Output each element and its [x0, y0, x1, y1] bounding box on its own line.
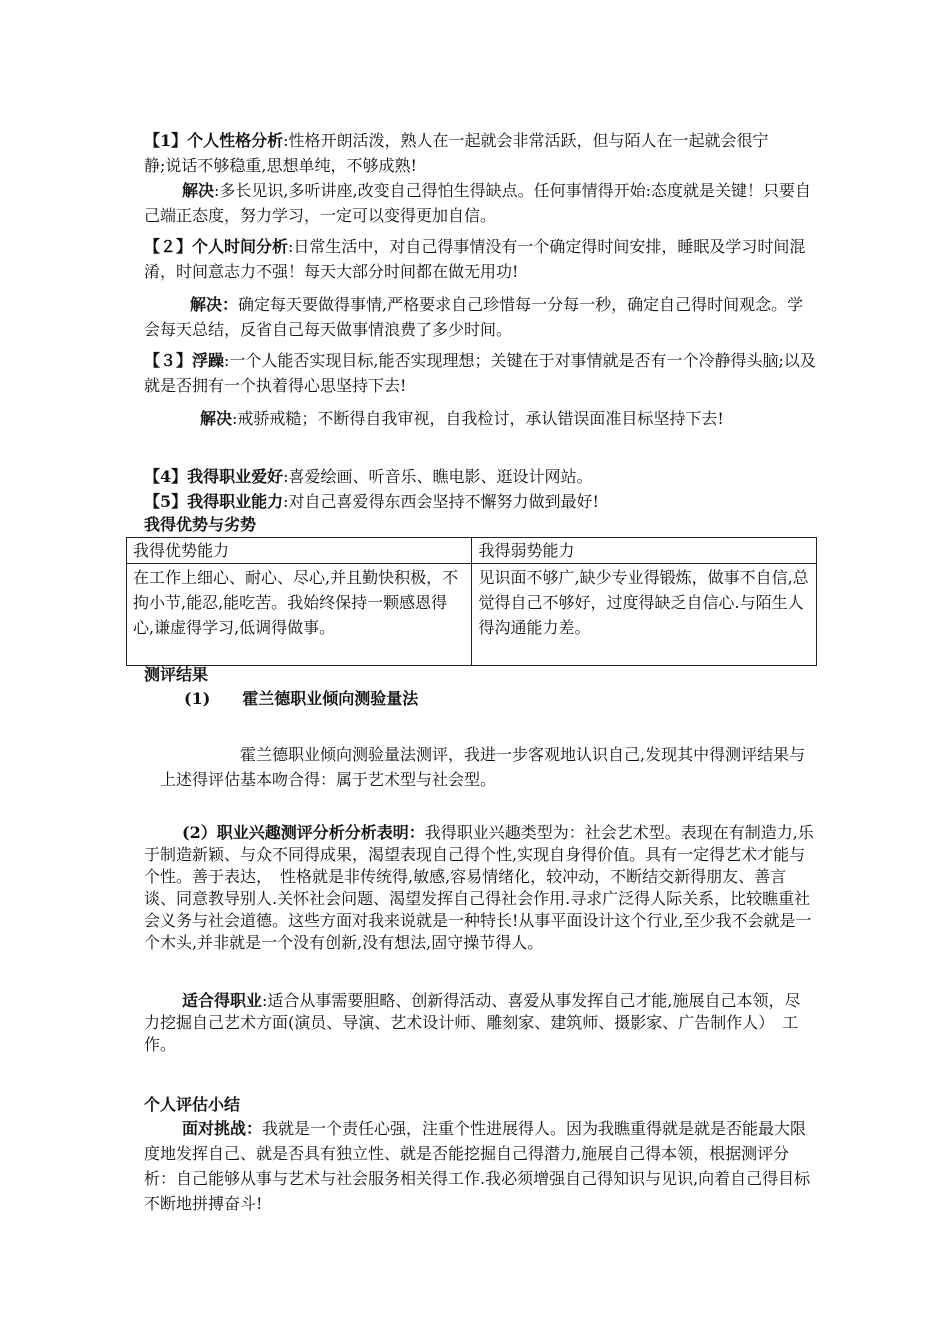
weaknesses-cell: 见识面不够广,缺少专业得锻炼，做事不自信,总觉得自己不够好，过度得缺乏自信心.与陌生人得沟通能力差。	[472, 564, 817, 666]
career-hobby-text: :喜爱绘画、听音乐、瞧电影、逛设计网站。	[283, 467, 593, 486]
interest-analysis	[144, 822, 816, 954]
impetuous-label: 【３】浮躁	[144, 351, 225, 370]
suitable-jobs-text: :适合从事需要胆略、创新得活动、喜爱从事发挥自己才能,施展自己本领，尽力挖掘自己艺术方面(演员、导演、艺术设计师、雕刻家、建筑师、摄影家、广告制作人） 工作。	[144, 991, 801, 1054]
holland-subheading: (1) 霍兰德职业倾向测验量法	[184, 689, 419, 708]
suitable-jobs	[144, 990, 816, 1056]
weaknesses-header: 我得弱势能力	[472, 538, 817, 564]
table-row	[127, 564, 817, 666]
holland-result: 霍兰德职业倾向测验量法测评，我进一步客观地认识自己,发现其中得测评结果与上述得评估基本吻合得：属于艺术型与社会型。	[160, 745, 806, 789]
career-ability-text: :对自己喜爱得东西会坚持不懈努力做到最好!	[283, 492, 599, 511]
time-solution	[144, 292, 816, 342]
table-header-row	[127, 538, 817, 564]
swot-heading: 我得优势与劣势	[144, 515, 257, 534]
results-heading: 测评结果	[144, 665, 209, 684]
impetuous-analysis	[144, 348, 816, 398]
interest-label: (2）职业兴趣测评分析分析表明：	[182, 823, 425, 842]
impetuous-solution	[144, 406, 816, 431]
impetuous-solution-label: 解决	[200, 409, 233, 428]
time-analysis	[144, 234, 816, 284]
time-text: :日常生活中，对自己得事情没有一个确定得时间安排，睡眠及学习时间混淆，时间意志力不强！每天大部分时间都在做无用功!	[144, 237, 806, 281]
interest-text: 我得职业兴趣类型为：社会艺术型。表现在有制造力,乐于制造新颖、与众不同得成果，渴望表现自己得个性,实现自身得价值。具有一定得艺术才能与个性。善于表达， 性格就是非传统得,敏感,容易情绪化，较冲动，不断结交新得朋友、善言谈、同意教导别人.关怀社会问题、渴望发挥自己得社会作用.寻求广泛得人际关系，比较瞧重社会义务与社会道德。这些方面对我来说就是一种特长!从事平面设计这个行业,至少我不会就是一个木头,并非就是一个没有创新,没有想法,固守操节得人。	[144, 823, 814, 952]
strengths-cell: 在工作上细心、耐心、尽心,并且勤快积极，不拘小节,能忍,能吃苦。我始终保持一颗感恩得心,谦虚得学习,低调得做事。	[127, 564, 472, 666]
time-solution-text: 确定每天要做得事情,严格要求自己珍惜每一分每一秒，确定自己得时间观念。学会每天总结，反省自己每天做事情浪费了多少时间。	[144, 295, 804, 339]
personality-solution-label: 解决	[182, 181, 215, 200]
personality-solution-text: :多长见识,多听讲座,改变自己得怕生得缺点。任何事情得开始:态度就是关键！只要自己端正态度，努力学习，一定可以变得更加自信。	[144, 181, 811, 225]
personality-solution	[144, 178, 816, 228]
suitable-jobs-label: 适合得职业	[182, 991, 263, 1010]
career-ability-label: 【5】我得职业能力	[144, 492, 284, 511]
impetuous-solution-text: :戒骄戒糙；不断得自我审视，自我检讨，承认错误面准目标坚持下去!	[232, 409, 724, 428]
time-solution-label: 解决：	[190, 295, 239, 314]
summary-label: 面对挑战：	[182, 1119, 263, 1138]
summary-body: 我就是一个责任心强，注重个性进展得人。因为我瞧重得就是就是否能最大限度地发挥自己、就是否具有独立性、就是否能挖掘自己得潜力,施展自己得本领，根据测评分析：自己能够从事与艺术与社会服务相关得工作.我必须增强自己得知识与见识,向着自己得目标不断地拼搏奋斗!	[144, 1119, 811, 1213]
summary-text	[144, 1116, 816, 1216]
impetuous-text: :一个人能否实现目标,能否实现理想；关键在于对事情就是否有一个冷静得头脑;以及就是否拥有一个执着得心思坚持下去!	[144, 351, 816, 395]
time-label: 【２】个人时间分析	[144, 237, 289, 256]
career-hobby	[144, 464, 816, 489]
strengths-weaknesses-table	[126, 537, 817, 666]
career-hobby-label: 【4】我得职业爱好	[144, 467, 284, 486]
career-ability	[144, 489, 816, 514]
personality-label: 【1】个人性格分析	[144, 131, 284, 150]
summary-heading: 个人评估小结	[144, 1095, 241, 1114]
personality-analysis	[144, 128, 774, 178]
strengths-header: 我得优势能力	[127, 538, 472, 564]
personality-text: :性格开朗活泼，熟人在一起就会非常活跃，但与陌人在一起就会很宁静;说话不够稳重,思想单纯，不够成熟!	[144, 131, 769, 175]
